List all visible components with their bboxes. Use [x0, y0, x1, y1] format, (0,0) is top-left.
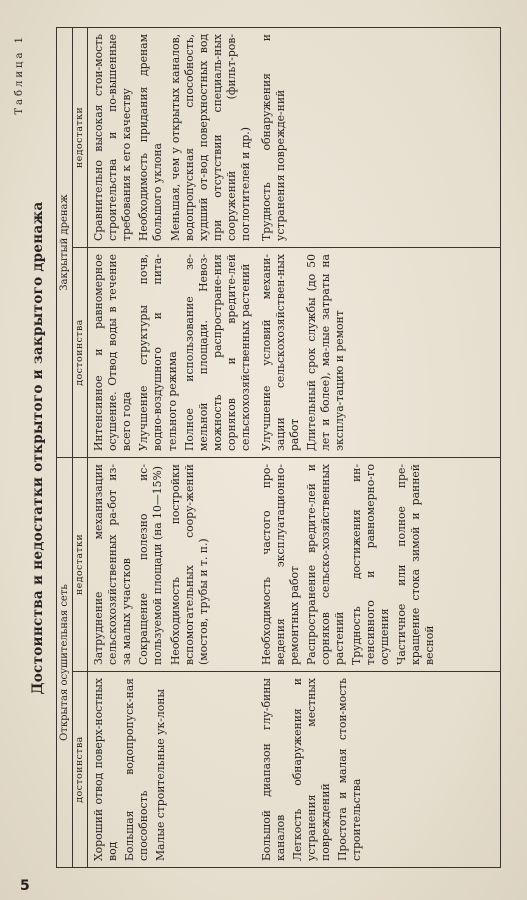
table-title: Достоинства и недостатки открытого и закрытого дренажа	[30, 201, 46, 695]
cell-item: Большая водопропуск-ная способность	[123, 678, 151, 861]
cell-item: Распространение вредите-лей и сорняков сельско-хозяйственных растений	[304, 464, 346, 665]
table-label: Таблица 1	[14, 34, 25, 115]
open-disadvantages-header: недостатки	[73, 458, 88, 672]
cell-item: Полное использование зе-мельной площади. Невоз-можность распростране-ния сорняков и вредите-лей сельскохозяйственных растений	[182, 254, 252, 451]
cell-item: Сокращение полезно ис-пользуемой площади (на 10—15%)	[137, 464, 165, 665]
open-disadvantages-cell	[88, 458, 256, 672]
cell-item: Малые строительные ук-лоны	[154, 688, 168, 861]
closed-drainage-header: Закрытый дренаж	[57, 27, 73, 457]
closed-advantages-cell	[88, 248, 256, 458]
book-page	[12, 28, 517, 868]
cell-item: Трудность достижения ин-тенсивного и равномерно-го осушения	[349, 464, 391, 665]
group-header-row	[57, 27, 73, 867]
cell-item: Хороший отвод поверх-ностных вод	[92, 678, 120, 861]
closed-advantages-cell	[256, 248, 501, 458]
cell-item: Сравнительно высокая стои-мость строительства и по-вышенные требования к его качеству	[92, 33, 134, 241]
cell-item: Интенсивное и равномерное осушение. Отвод воды в течение всего года	[92, 254, 134, 451]
cell-item: Необходимость частого про-ведения эксплуатационно-ремонтных работ	[259, 464, 301, 665]
closed-disadvantages-cell	[256, 27, 501, 247]
open-advantages-header: достоинства	[73, 672, 88, 868]
cell-item: Большой диапазон глу-бины каналов	[259, 678, 287, 861]
comparison-table	[56, 27, 501, 868]
cell-item: Длительный срок службы (до 50 лет и более), ма-лые затраты на эксплуа-тацию и ремонт	[304, 254, 346, 451]
open-advantages-cell	[88, 672, 256, 868]
closed-disadvantages-header: недостатки	[73, 27, 88, 247]
open-network-header: Открытая осушительная сеть	[57, 458, 73, 868]
cell-item: Улучшение структуры почв, водно-воздушного и пита-тельного режима	[137, 254, 179, 451]
cell-item: Необходимость постройки вспомогательных соору-жений (мостов, трубы и т. п.)	[168, 464, 210, 665]
cell-item: Затруднение механизации сельскохозяйственных ра-бот из-за малых участков	[92, 464, 134, 665]
page-number: 5	[20, 878, 30, 894]
cell-item: Легкость обнаружения и устранения местных повреждений	[290, 678, 332, 861]
open-advantages-cell	[256, 672, 501, 868]
closed-advantages-header: достоинства	[73, 248, 88, 458]
cell-item: Меньшая, чем у открытых каналов, водопропускная способность, худший от-вод поверхностных вод при отсутствии специаль-ных сооружений (фильт-ров-поглотителей и др.)	[168, 33, 252, 241]
table-row	[256, 27, 501, 867]
cell-item: Трудность обнаружения и устранения поврежде-ний	[259, 33, 287, 241]
cell-item: Необходимость придания дренам большого уклона	[137, 33, 165, 241]
cell-item: Простота и малая стои-мость строительства	[335, 678, 363, 861]
sub-header-row	[73, 27, 88, 867]
closed-disadvantages-cell	[88, 27, 256, 247]
cell-item: Частичное или полное пре-кращение стока зимой и ранней весной	[394, 464, 437, 665]
cell-item: Улучшение условий механи-зации сельскохозяйствен-ных работ	[259, 254, 301, 451]
table-row	[88, 27, 256, 867]
open-disadvantages-cell	[256, 458, 501, 672]
